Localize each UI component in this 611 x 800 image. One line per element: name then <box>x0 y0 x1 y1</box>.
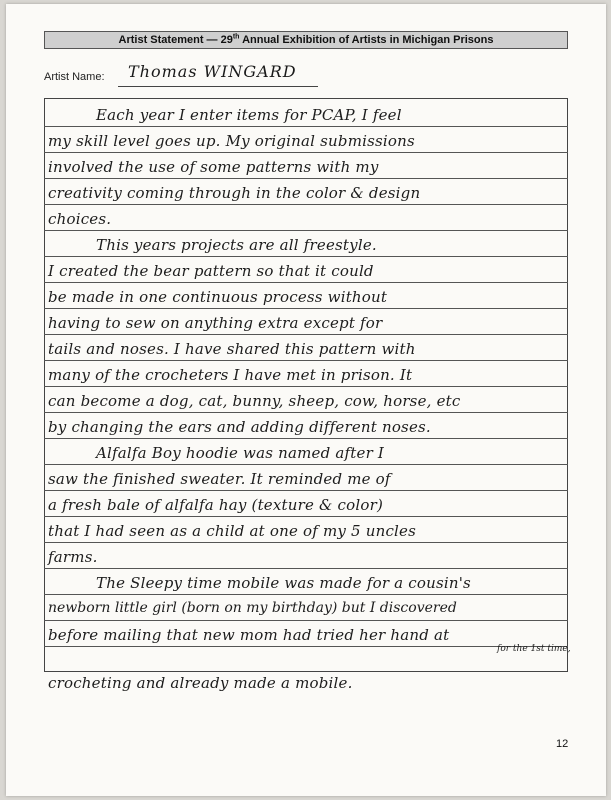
ruled-line <box>44 308 568 309</box>
artist-name-value: Thomas WINGARD <box>128 62 297 81</box>
artist-name-label: Artist Name: <box>44 71 105 83</box>
statement-line: newborn little girl (born on my birthday) but I discovered <box>48 600 457 616</box>
statement-line: The Sleepy time mobile was made for a cousin's <box>96 574 471 592</box>
statement-line: by changing the ears and adding different noses. <box>48 418 431 436</box>
ruled-line <box>44 594 568 595</box>
ruled-line <box>44 542 568 543</box>
ruled-line <box>44 568 568 569</box>
ruled-line <box>44 620 568 621</box>
ruled-line <box>44 178 568 179</box>
statement-line: that I had seen as a child at one of my 5 uncles <box>48 522 417 540</box>
ruled-line <box>44 490 568 491</box>
header-title-suffix: Annual Exhibition of Artists in Michigan Prisons <box>239 34 494 46</box>
ruled-line <box>44 386 568 387</box>
statement-line: can become a dog, cat, bunny, sheep, cow, horse, etc <box>48 392 461 410</box>
statement-line: before mailing that new mom had tried her hand at <box>48 626 450 644</box>
statement-line: having to sew on anything extra except for <box>48 314 383 332</box>
ruled-line <box>44 282 568 283</box>
statement-line: be made in one continuous process without <box>48 288 388 306</box>
header-title-prefix: Artist Statement — 29 <box>118 34 233 46</box>
statement-line: This years projects are all freestyle. <box>96 236 377 254</box>
statement-line: many of the crocheters I have met in prison. It <box>48 366 413 384</box>
statement-line: Alfalfa Boy hoodie was named after I <box>96 444 385 462</box>
statement-line: my skill level goes up. My original submissions <box>48 132 415 150</box>
statement-line: saw the finished sweater. It reminded me of <box>48 470 391 488</box>
statement-line: tails and noses. I have shared this pattern with <box>48 340 416 358</box>
margin-note: for the 1st time, <box>497 644 571 654</box>
statement-line: crocheting and already made a mobile. <box>48 674 353 692</box>
statement-line: involved the use of some patterns with my <box>48 158 379 176</box>
ruled-line <box>44 516 568 517</box>
statement-line: I created the bear pattern so that it could <box>48 262 374 280</box>
ruled-line <box>44 126 568 127</box>
ruled-line <box>44 152 568 153</box>
header-title-sup: th <box>232 33 240 41</box>
form-header <box>44 31 568 49</box>
artist-name-underline <box>118 86 318 87</box>
ruled-line <box>44 204 568 205</box>
ruled-line <box>44 360 568 361</box>
ruled-line <box>44 438 568 439</box>
ruled-line <box>44 646 568 647</box>
statement-line: creativity coming through in the color & design <box>48 184 421 202</box>
statement-line: Each year I enter items for PCAP, I feel <box>96 106 402 124</box>
statement-line: a fresh bale of alfalfa hay (texture & color) <box>48 496 384 514</box>
ruled-line <box>44 230 568 231</box>
ruled-line <box>44 412 568 413</box>
statement-line: farms. <box>48 548 98 566</box>
ruled-line <box>44 256 568 257</box>
statement-line: choices. <box>48 210 112 228</box>
page-number: 12 <box>556 738 569 750</box>
ruled-line <box>44 334 568 335</box>
ruled-line <box>44 464 568 465</box>
